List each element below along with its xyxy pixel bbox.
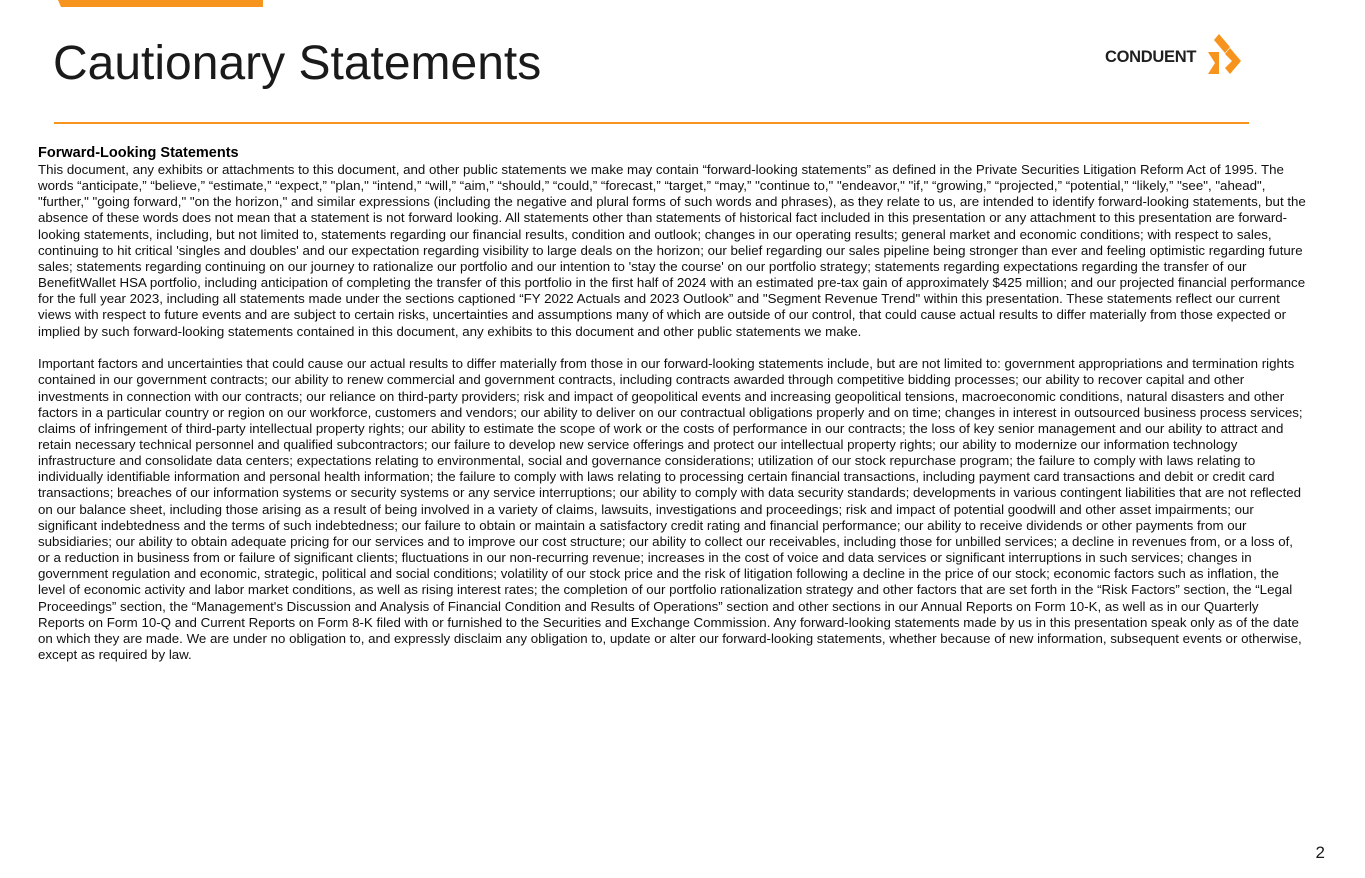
risk-factors-paragraph: Important factors and uncertainties that could cause our actual results to differ materially from those in our forward-looking statements include, but are not limited to: government appropriations and termination rights contained in our government contracts; our ability to renew commercial and government contracts, including contracts awarded through competitive bidding processes; our ability to recover capital and other investments in connection with our contracts; our reliance on third-party providers; risk and impact of geopolitical events and increasing geopolitical tensions, macroeconomic conditions, natural disasters and other factors in a particular country or region on our workforce, customers and vendors; our ability to deliver on our contractual obligations properly and on time; changes in interest in outsourced business process services; claims of infringement of third-party intellectual property rights; our ability to estimate the scope of work or the costs of performance in our contracts; the loss of key senior management and our ability to attract and retain necessary technical personnel and qualified subcontractors; our failure to develop new service offerings and protect our intellectual property rights; our ability to modernize our information technology infrastructure and consolidate data centers; expectations relating to environmental, social and governance considerations; utilization of our stock repurchase program; the failure to comply with laws relating to individually identifiable information and personal health information; the failure to comply with laws relating to processing certain financial transactions, including payment card transactions and debit or credit card transactions; breaches of our information systems or security systems or any service interruptions; our ability to comply with data security standards; developments in various contingent liabilities that are not reflected on our balance sheet, including those arising as a result of being involved in a variety of claims, lawsuits, investigations and proceedings; risk and impact of potential goodwill and other asset impairments; our significant indebtedness and the terms of such indebtedness; our failure to obtain or maintain a satisfactory credit rating and financial performance; our ability to receive dividends or other payments from our subsidiaries; our ability to obtain adequate pricing for our services and to improve our cost structure; our ability to collect our receivables, including those for unbilled services; a decline in revenues from, or a loss of, or a reduction in business from or failure of significant clients; fluctuations in our non-recurring revenue; increases in the cost of voice and data services or significant interruptions in such services; changes in government regulation and economic, strategic, political and social conditions; volatility of our stock price and the risk of litigation following a decline in the price of our stock; economic factors such as inflation, the level of economic activity and labor market conditions, as well as rising interest rates; the completion of our portfolio rationalization strategy and other factors that are set forth in the “Risk Factors” section, the “Legal Proceedings” section, the “Management's Discussion and Analysis of Financial Condition and Results of Operations” section and other sections in our Annual Reports on Form 10-K, as well as in our Quarterly Reports on Form 10-Q and Current Reports on Form 8-K filed with or furnished to the Securities and Exchange Commission. Any forward-looking statements made by us in this presentation speak only as of the date on which they are made. We are under no obligation to, and expressly disclaim any obligation to, update or alter our forward-looking statements, whether because of new information, subsequent events or otherwise, except as required by law.: [38, 356, 1303, 663]
page-title: Cautionary Statements: [53, 37, 542, 90]
forward-looking-paragraph: This document, any exhibits or attachments to this document, and other public statements we make may contain “forward-looking statements” as defined in the Private Securities Litigation Reform Act of 1995. The words “anticipate,” “believe,” “estimate,” “expect,” "plan," “intend,” “will,” “aim,” “should,” “could,” “forecast,” “target,” “may,” "continue to," "endeavor," "if," “growing,” “projected,” “potential,” “likely,” "see", "ahead", "further," "going forward," "on the horizon," and similar expressions (including the negative and plural forms of such words and phrases), as they relate to us, are intended to identify forward-looking statements, but the absence of these words does not mean that a statement is not forward looking. All statements other than statements of historical fact included in this presentation or any attachment to this presentation are forward-looking statements, including, but not limited to, statements regarding our financial results, condition and outlook; changes in our operating results; general market and economic conditions; with respect to sales, continuing to hit critical 'singles and doubles' and our expectation regarding visibility to large deals on the horizon; our belief regarding our sales pipeline being stronger than ever and feeling optimistic regarding future sales; statements regarding continuing on our journey to rationalize our portfolio and our intention to 'stay the course' on our portfolio strategy; statements regarding expectations regarding the transfer of our BenefitWallet HSA portfolio, including anticipation of completing the transfer of this portfolio in the first half of 2024 with an estimated pre-tax gain of approximately $425 million; and our projected financial performance for the full year 2023, including all statements made under the sections captioned “FY 2022 Actuals and 2023 Outlook” and "Segment Revenue Trend" within this presentation. These statements reflect our current views with respect to future events and are subject to certain risks, uncertainties and assumptions many of which are outside of our control, that could cause actual results to differ materially from those expected or implied by such forward-looking statements contained in this document, any exhibits to this document and other public statements we make.: [38, 162, 1306, 339]
logo-wordmark: CONDUENT: [1105, 47, 1197, 66]
conduent-logo-icon: [1201, 34, 1241, 74]
section-heading: Forward-Looking Statements: [38, 145, 239, 161]
top-accent-bar: [58, 0, 263, 7]
cautionary-statements-body: [38, 144, 1308, 663]
conduent-logo: [1105, 34, 1241, 74]
title-divider: [54, 122, 1249, 124]
page-number: 2: [1315, 843, 1325, 862]
